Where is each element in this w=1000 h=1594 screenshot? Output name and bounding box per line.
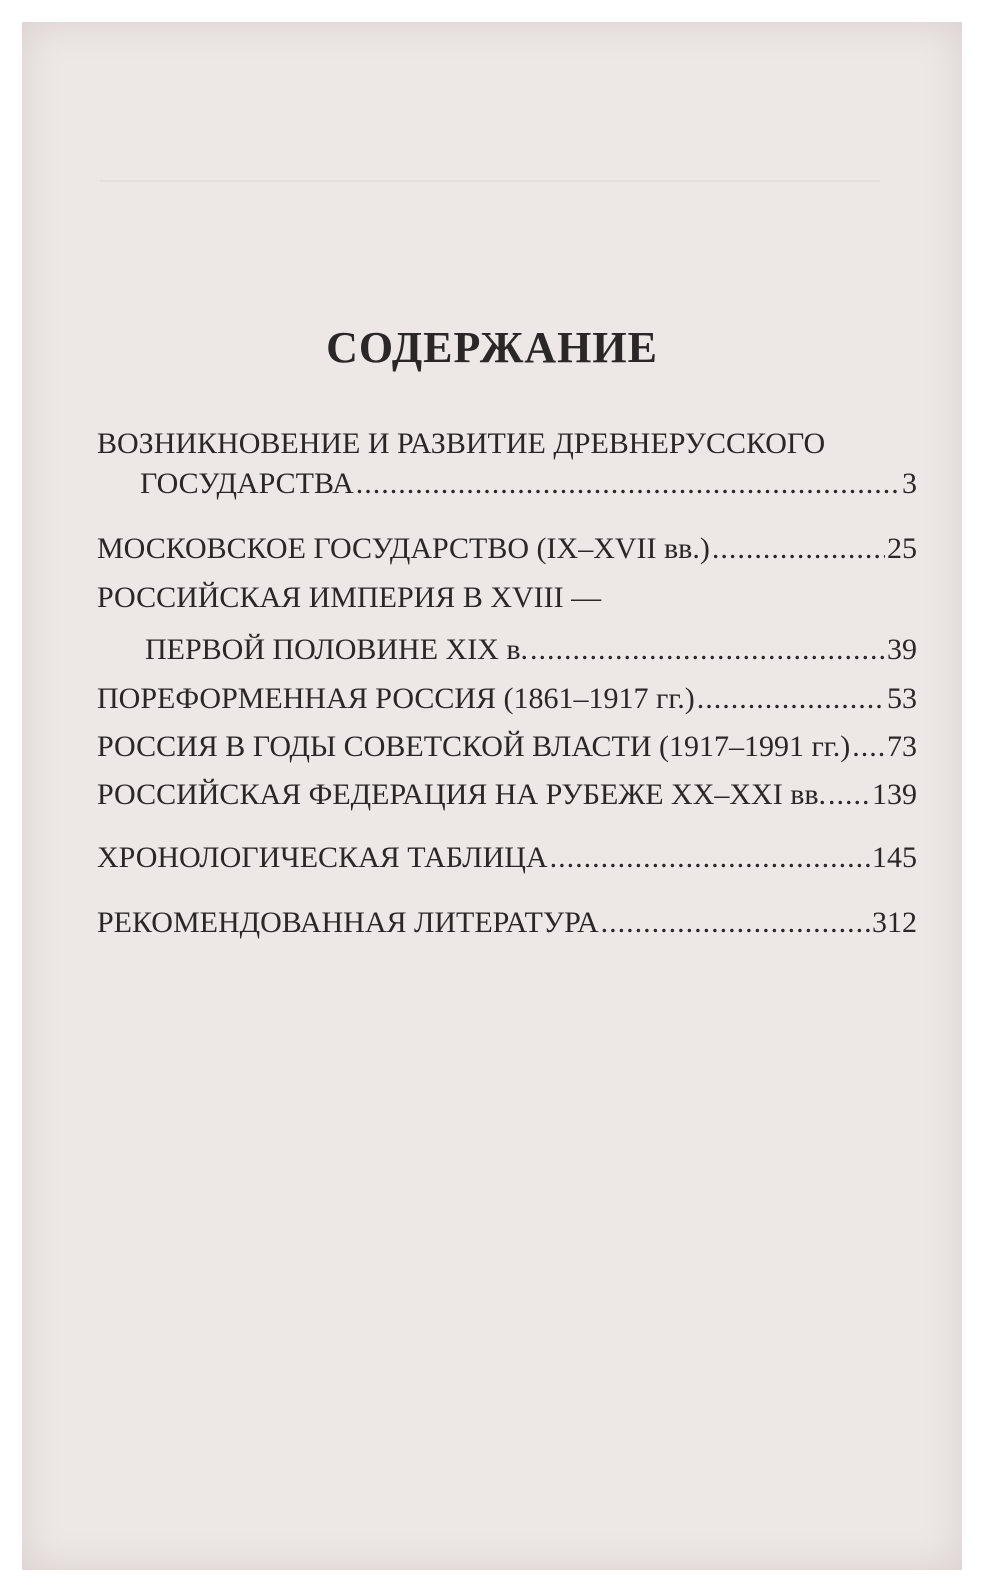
dot-leader bbox=[697, 682, 885, 716]
toc-entry-title: РОССИЙСКАЯ ФЕДЕРАЦИЯ НА РУБЕЖЕ XX–XXI вв. bbox=[97, 778, 827, 811]
toc-page-number: 73 bbox=[887, 730, 917, 763]
toc-entry-title: ВОЗНИКНОВЕНИЕ И РАЗВИТИЕ ДРЕВНЕРУССКОГО bbox=[97, 427, 826, 460]
book-page bbox=[22, 22, 962, 1570]
page-title: СОДЕРЖАНИЕ bbox=[326, 323, 658, 372]
toc-entry-title: РОССИЙСКАЯ ИМПЕРИЯ В XVIII — bbox=[97, 581, 602, 614]
toc-page-number: 145 bbox=[872, 841, 917, 874]
toc-page-number: 312 bbox=[872, 906, 917, 939]
toc-entry-title: РОССИЯ В ГОДЫ СОВЕТСКОЙ ВЛАСТИ (1917–1991 гг.) bbox=[97, 730, 851, 763]
toc-page-number: 3 bbox=[902, 467, 917, 500]
toc-entry[interactable] bbox=[97, 730, 917, 764]
toc-page-number: 25 bbox=[887, 532, 917, 565]
toc-page-number: 53 bbox=[887, 682, 917, 715]
toc-page-number: 39 bbox=[887, 633, 917, 666]
dot-leader bbox=[530, 633, 885, 667]
toc-entry-first-line bbox=[97, 581, 917, 615]
dot-leader bbox=[356, 467, 900, 501]
toc-entry-line bbox=[97, 778, 917, 812]
dot-leader bbox=[550, 841, 870, 875]
toc-entry-line bbox=[97, 906, 917, 940]
toc-entry[interactable] bbox=[97, 906, 917, 940]
toc-entry[interactable] bbox=[97, 581, 917, 667]
toc-entry-title-continued: ГОСУДАРСТВА bbox=[140, 467, 354, 500]
dot-leader bbox=[852, 730, 885, 764]
dot-leader bbox=[828, 778, 870, 812]
toc-page-number: 139 bbox=[872, 778, 917, 811]
toc-entry[interactable] bbox=[97, 841, 917, 875]
toc-entry-title: МОСКОВСКОЕ ГОСУДАРСТВО (IX–XVII вв.) bbox=[97, 532, 710, 565]
toc-entry[interactable] bbox=[97, 532, 917, 566]
toc-entry-title: ХРОНОЛОГИЧЕСКАЯ ТАБЛИЦА bbox=[97, 841, 548, 874]
dot-leader bbox=[601, 906, 870, 940]
toc-entry-line bbox=[97, 682, 917, 716]
toc-entry-line bbox=[97, 841, 917, 875]
toc-entry-second-line bbox=[97, 467, 917, 501]
toc-entry-line bbox=[97, 730, 917, 764]
toc-entry-second-line bbox=[97, 633, 917, 667]
toc-entry-title-continued: ПЕРВОЙ ПОЛОВИНЕ XIX в. bbox=[145, 633, 529, 666]
dot-leader bbox=[712, 532, 885, 566]
show-through-rule bbox=[100, 180, 880, 182]
toc-entry-title: РЕКОМЕНДОВАННАЯ ЛИТЕРАТУРА bbox=[97, 906, 599, 939]
toc-entry[interactable] bbox=[97, 427, 917, 501]
toc-entry-line bbox=[97, 532, 917, 566]
toc-entry-first-line bbox=[97, 427, 917, 461]
toc-entry-title: ПОРЕФОРМЕННАЯ РОССИЯ (1861–1917 гг.) bbox=[97, 682, 695, 715]
toc-entry[interactable] bbox=[97, 778, 917, 812]
toc-entry[interactable] bbox=[97, 682, 917, 716]
